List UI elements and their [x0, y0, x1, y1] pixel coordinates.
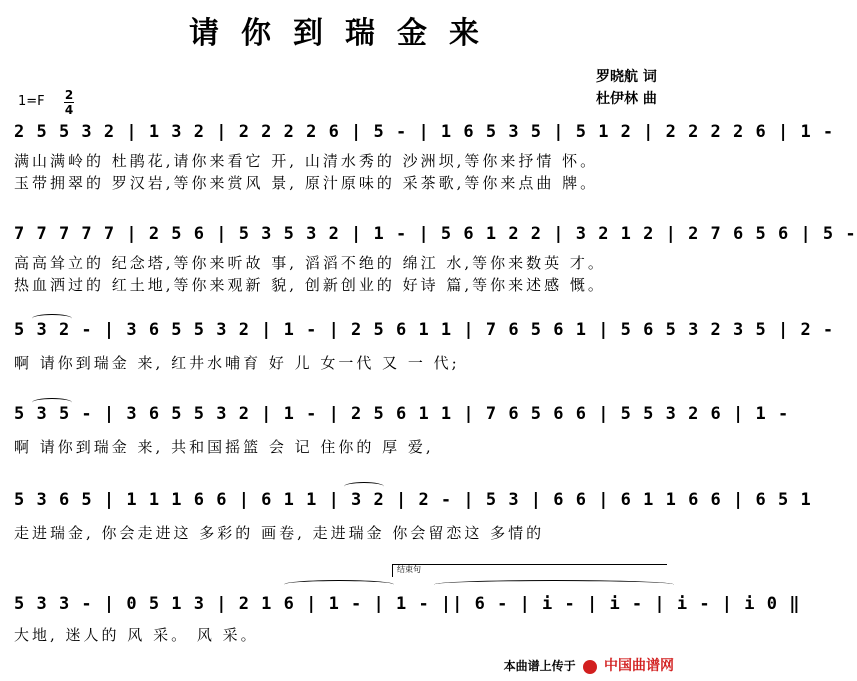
notation-line: 5 3 3 - | 0 5 1 3 | 2 1 6 | 1 - | 1 - || 6 - | i - | i - | i - | i 0 ‖: [14, 594, 801, 614]
footer-credit: [504, 655, 674, 675]
slur: [434, 580, 674, 589]
lyric-line: 玉带拥翠的 罗汉岩,等你来赏风 景, 原汁原味的 采茶歌,等你来点曲 牌。: [14, 174, 599, 192]
notation-line: 5 3 2 - | 3 6 5 5 3 2 | 1 - | 2 5 6 1 1 | 7 6 5 6 1 | 5 6 5 3 2 3 5 | 2 -: [14, 320, 835, 340]
lyric-line: 啊 请你到瑞金 来, 红井水哺育 好 儿 女一代 又 一 代;: [14, 354, 460, 372]
lyric-line: 满山满岭的 杜鹃花,请你来看它 开, 山清水秀的 沙洲坝,等你来抒情 怀。: [14, 152, 599, 170]
footer-brand[interactable]: 中国曲谱网: [604, 658, 674, 674]
ending-marker: 结束句: [392, 564, 667, 577]
composer-credit: 杜伊林 曲: [596, 91, 657, 107]
lyric-line: 啊 请你到瑞金 来, 共和国摇篮 会 记 住你的 厚 爱,: [14, 438, 434, 456]
lyric-line: 高高耸立的 纪念塔,等你来听故 事, 滔滔不绝的 绵江 水,等你来数英 才。: [14, 254, 606, 272]
notation-line: 7 7 7 7 7 | 2 5 6 | 5 3 5 3 2 | 1 - | 5 6 1 2 2 | 3 2 1 2 | 2 7 6 5 6 | 5 -: [14, 224, 857, 244]
credits: [596, 66, 657, 110]
notation-line: 2 5 5 3 2 | 1 3 2 | 2 2 2 2 6 | 5 - | 1 6 5 3 5 | 5 1 2 | 2 2 2 2 6 | 1 -: [14, 122, 835, 142]
globe-icon: [583, 660, 597, 674]
meter-bottom: 4: [64, 103, 74, 117]
notation-line: 5 3 6 5 | 1 1 1 6 6 | 6 1 1 | 3 2 | 2 - | 5 3 | 6 6 | 6 1 1 6 6 | 6 5 1: [14, 490, 812, 510]
meter-top: 2: [64, 88, 74, 102]
lyric-line: 大地, 迷人的 风 采。 风 采。: [14, 626, 259, 644]
key-signature: 1=F: [18, 94, 45, 109]
slur: [284, 580, 394, 589]
lyric-line: 热血洒过的 红土地,等你来观新 貌, 创新创业的 好诗 篇,等你来述感 慨。: [14, 276, 606, 294]
notation-line: 5 3 5 - | 3 6 5 5 3 2 | 1 - | 2 5 6 1 1 | 7 6 5 6 6 | 5 5 3 2 6 | 1 -: [14, 404, 790, 424]
time-signature: [64, 89, 74, 116]
page-title: 请你到瑞金来: [189, 16, 501, 51]
lyric-line: 走进瑞金, 你会走进这 多彩的 画卷, 走进瑞金 你会留恋这 多情的: [14, 524, 545, 542]
lyricist-credit: 罗晓航 词: [596, 69, 657, 85]
footer-prefix: 本曲谱上传于: [503, 659, 576, 673]
